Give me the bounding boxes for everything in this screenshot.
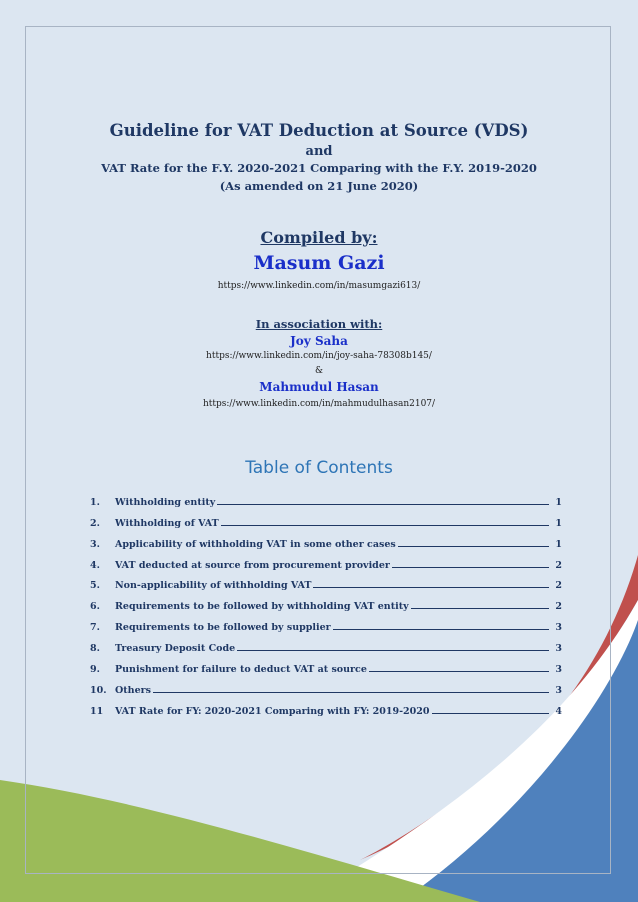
ampersand: & [314, 366, 323, 376]
toc-entry[interactable] [90, 612, 562, 633]
author-link[interactable]: https://www.linkedin.com/in/masumgazi613/ [217, 281, 421, 291]
toc-leader [432, 713, 549, 714]
toc-text: Withholding entity [115, 496, 216, 508]
toc-leader [411, 608, 549, 609]
toc-text: Applicability of withholding VAT in some other cases [115, 538, 396, 550]
toc-number: 10. [90, 684, 107, 696]
associate-link-1[interactable]: https://www.linkedin.com/in/joy-saha-78308b145/ [206, 351, 432, 361]
toc-entry[interactable] [90, 571, 562, 592]
toc-entry[interactable] [90, 487, 562, 508]
amended-note: (As amended on 21 June 2020) [219, 179, 419, 193]
table-of-contents [90, 487, 562, 717]
toc-entry[interactable] [90, 508, 562, 529]
toc-number: 4. [90, 559, 100, 571]
toc-page: 3 [555, 643, 562, 655]
toc-page: 2 [555, 580, 562, 592]
toc-page: 3 [555, 664, 562, 676]
author-name: Masum Gazi [253, 252, 385, 274]
toc-page: 1 [555, 517, 562, 529]
toc-number: 6. [90, 601, 100, 613]
toc-number: 2. [90, 517, 100, 529]
toc-leader [313, 587, 549, 588]
toc-number: 7. [90, 622, 100, 634]
toc-text: Non-applicability of withholding VAT [115, 580, 312, 592]
toc-leader [221, 525, 549, 526]
toc-number: 9. [90, 664, 100, 676]
toc-text: Requirements to be followed by supplier [115, 622, 331, 634]
toc-leader [392, 567, 549, 568]
toc-entry[interactable] [90, 675, 562, 696]
toc-entry[interactable] [90, 633, 562, 654]
toc-text: VAT deducted at source from procurement provider [115, 559, 390, 571]
toc-entry[interactable] [90, 696, 562, 717]
toc-entry[interactable] [90, 529, 562, 550]
toc-number: 5. [90, 580, 100, 592]
toc-text: Treasury Deposit Code [115, 643, 236, 655]
toc-page: 3 [555, 684, 562, 696]
toc-leader [237, 650, 549, 651]
toc-leader [398, 546, 549, 547]
toc-number: 8. [90, 643, 100, 655]
toc-leader [333, 629, 549, 630]
toc-number: 11 [90, 705, 104, 717]
toc-page: 1 [555, 538, 562, 550]
toc-page: 2 [555, 559, 562, 571]
associate-name-2: Mahmudul Hasan [259, 380, 379, 394]
toc-page: 3 [555, 622, 562, 634]
toc-number: 1. [90, 496, 100, 508]
associate-name-1: Joy Saha [290, 334, 348, 348]
document-subtitle: VAT Rate for the F.Y. 2020-2021 Comparing with the F.Y. 2019-2020 [101, 161, 537, 175]
toc-text: Punishment for failure to deduct VAT at source [115, 664, 367, 676]
toc-leader [369, 671, 549, 672]
toc-page: 4 [555, 705, 562, 717]
toc-text: Others [115, 684, 151, 696]
toc-entry[interactable] [90, 591, 562, 612]
document-title: Guideline for VAT Deduction at Source (VDS) [109, 121, 529, 140]
toc-page: 2 [555, 601, 562, 613]
toc-title: Table of Contents [245, 458, 393, 478]
associate-link-2[interactable]: https://www.linkedin.com/in/mahmudulhasan2107/ [202, 399, 436, 409]
and-connector: and [305, 144, 333, 159]
toc-page: 1 [555, 496, 562, 508]
toc-number: 3. [90, 538, 100, 550]
toc-leader [217, 504, 549, 505]
association-label: In association with: [255, 317, 383, 331]
toc-leader [153, 692, 549, 693]
toc-entry[interactable] [90, 550, 562, 571]
toc-text: Requirements to be followed by withholding VAT entity [115, 601, 409, 613]
compiled-by-label: Compiled by: [260, 228, 378, 247]
toc-text: Withholding of VAT [115, 517, 219, 529]
toc-text: VAT Rate for FY: 2020-2021 Comparing with FY: 2019-2020 [115, 705, 430, 717]
toc-entry[interactable] [90, 654, 562, 675]
